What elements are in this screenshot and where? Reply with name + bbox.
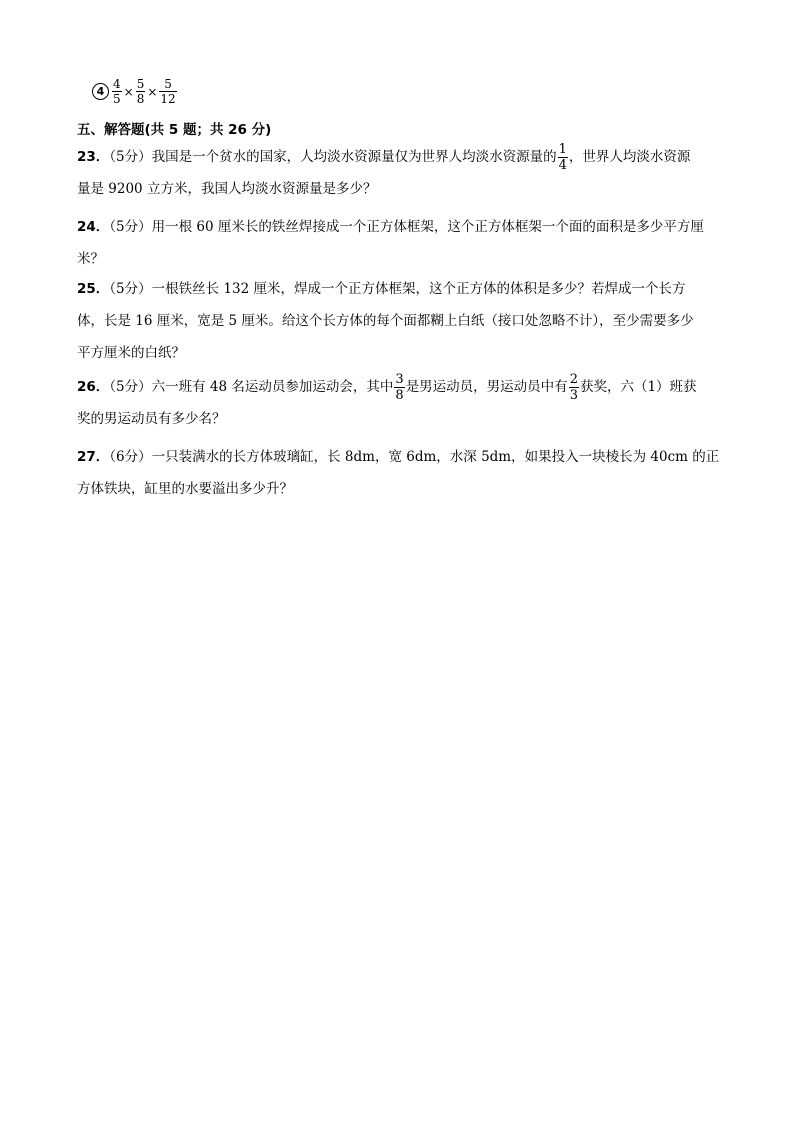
question-number: 24．	[77, 219, 110, 235]
fraction: $\frac{2}{3}$	[569, 372, 578, 403]
fraction: $\frac{5}{12}$	[160, 77, 176, 106]
question-line: 奖的男运动员有多少名？	[77, 411, 226, 427]
question-line: 体，长是 16 厘米，宽是 5 厘米。给这个长方体的每个面都糊上白纸（接口处忽略不计），至少需要多少	[77, 313, 694, 329]
question-text: （6分）一只装满水的长方体玻璃缸，长 8dm，宽 6dm，水深 5dm，如果投入一块棱长为 40cm 的正	[109, 449, 720, 465]
question-line	[77, 273, 727, 305]
fraction: $\frac{4}{5}$	[113, 77, 121, 106]
question-text: 是男运动员，男运动员中有	[405, 379, 568, 395]
question-line	[77, 211, 727, 243]
question-text: ，世界人均淡水资源	[568, 149, 691, 165]
multiply-sign: ×	[123, 84, 134, 99]
question-line: 平方厘米的白纸？	[77, 345, 185, 361]
question-line: 方体铁块，缸里的水要溢出多少升？	[77, 481, 293, 497]
question-line	[77, 441, 727, 473]
question-24	[77, 211, 727, 275]
question-text: （5分）一根铁丝长 132 厘米，焊成一个正方体框架，这个正方体的体积是多少？若焊成一个长方	[109, 281, 686, 297]
question-text: （5分）六一班有 48 名运动员参加运动会，其中	[109, 379, 394, 395]
question-number: 27．	[77, 449, 110, 465]
multiply-sign: ×	[147, 84, 158, 99]
question-26	[77, 371, 727, 435]
question-line: 量是 9200 立方米，我国人均淡水资源量是多少？	[77, 181, 377, 197]
question-text: （5分）我国是一个贫水的国家，人均淡水资源量仅为世界人均淡水资源量的	[109, 149, 557, 165]
question-line	[77, 141, 727, 173]
question-text: 获奖，六（1）班获	[579, 379, 697, 395]
previous-item-expression	[92, 78, 178, 105]
item-marker: 4	[92, 83, 109, 100]
question-23	[77, 141, 727, 205]
question-number: 23．	[77, 149, 110, 165]
question-25	[77, 273, 727, 369]
question-number: 25．	[77, 281, 110, 297]
question-line: 米？	[77, 251, 104, 267]
fraction: $\frac{1}{4}$	[558, 142, 567, 173]
question-line	[77, 371, 727, 403]
question-text: （5分）用一根 60 厘米长的铁丝焊接成一个正方体框架，这个正方体框架一个面的面积是多少平方厘	[109, 219, 704, 235]
section-title: 五、解答题(共 5 题；共 26 分)	[77, 122, 272, 138]
fraction: $\frac{3}{8}$	[395, 372, 404, 403]
question-27	[77, 441, 727, 505]
question-number: 26．	[77, 379, 110, 395]
fraction: $\frac{5}{8}$	[136, 77, 145, 106]
